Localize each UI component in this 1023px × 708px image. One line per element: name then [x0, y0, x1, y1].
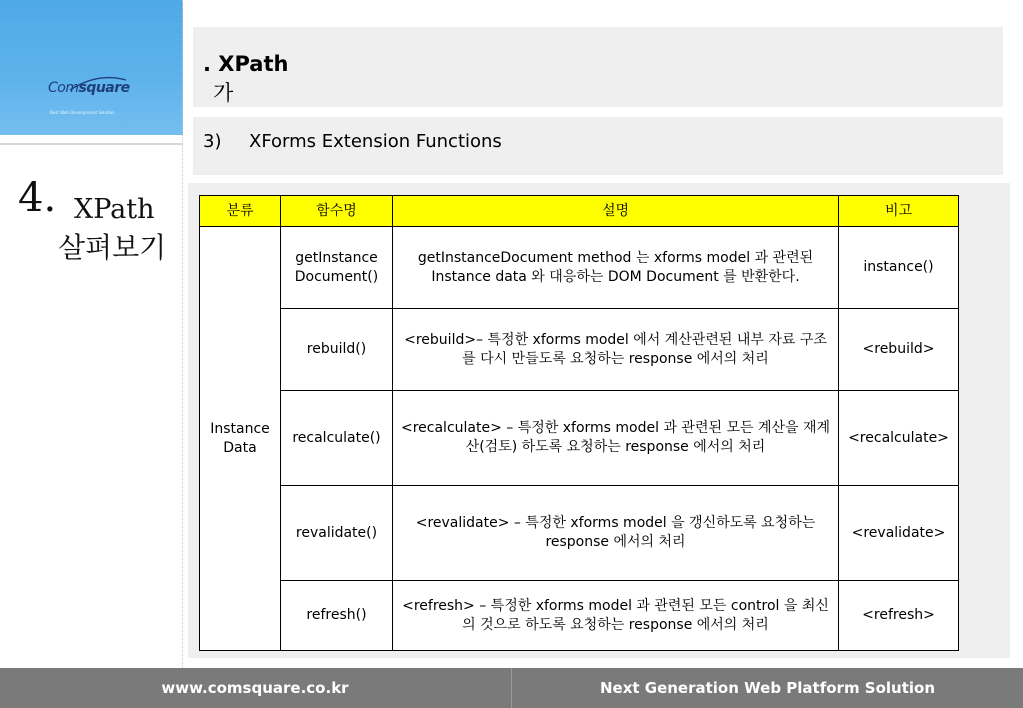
left-divider — [0, 143, 183, 145]
footer-website-link[interactable]: www.comsquare.co.kr — [161, 679, 349, 697]
function-cell: rebuild() — [281, 309, 393, 391]
comsquare-logo — [48, 80, 138, 120]
page-title-text: . XPath — [203, 52, 289, 76]
page-title-bar — [193, 27, 1003, 107]
description-cell: <refresh> – 특정한 xforms model 과 관련된 모든 control 을 최신의 것으로 하도록 요청하는 response 에서의 처리 — [393, 581, 839, 651]
note-cell: instance() — [839, 227, 959, 309]
vertical-dotted-divider — [182, 0, 184, 668]
note-cell: <rebuild> — [839, 309, 959, 391]
function-cell: refresh() — [281, 581, 393, 651]
function-cell: revalidate() — [281, 486, 393, 581]
logo-panel — [0, 0, 183, 135]
header-function: 함수명 — [281, 196, 393, 227]
table-row — [200, 227, 959, 309]
note-cell: <refresh> — [839, 581, 959, 651]
description-cell: <recalculate> – 특정한 xforms model 과 관련된 모든 계산을 재계산(검토) 하도록 요청하는 response 에서의 처리 — [393, 391, 839, 486]
subtitle-text: XForms Extension Functions — [249, 131, 502, 152]
table-row — [200, 581, 959, 651]
table-row — [200, 391, 959, 486]
page-title-prefix: 가 — [213, 81, 234, 105]
section-title-line2: 살펴보기 — [58, 231, 167, 264]
note-cell: <revalidate> — [839, 486, 959, 581]
category-cell: Instance Data — [200, 227, 281, 651]
logo-text-a: Com — [48, 80, 79, 96]
subtitle-bar — [193, 117, 1003, 175]
function-cell: getInstance Document() — [281, 227, 393, 309]
page-title — [203, 52, 289, 105]
logo-tagline: Best Web Development Solution — [50, 110, 115, 115]
table-row — [200, 486, 959, 581]
footer-bar — [0, 668, 1023, 708]
section-title-line1: XPath — [74, 194, 155, 225]
section-number: 4. — [18, 175, 57, 221]
function-table — [199, 195, 959, 651]
header-description: 설명 — [393, 196, 839, 227]
table-header-row — [200, 196, 959, 227]
footer-slogan: Next Generation Web Platform Solution — [599, 679, 936, 697]
table-row — [200, 309, 959, 391]
note-cell: <recalculate> — [839, 391, 959, 486]
description-cell: <revalidate> – 특정한 xforms model 을 갱신하도록 요청하는 response 에서의 처리 — [393, 486, 839, 581]
description-cell: <rebuild>– 특정한 xforms model 에서 계산관련된 내부 자료 구조를 다시 만들도록 요청하는 response 에서의 처리 — [393, 309, 839, 391]
header-category: 분류 — [200, 196, 281, 227]
function-cell: recalculate() — [281, 391, 393, 486]
logo-text-b: square — [78, 80, 130, 96]
subtitle-number: 3) — [203, 131, 222, 152]
header-note: 비고 — [839, 196, 959, 227]
description-cell: getInstanceDocument method 는 xforms model 과 관련된 Instance data 와 대응하는 DOM Document 를 반환한다. — [393, 227, 839, 309]
